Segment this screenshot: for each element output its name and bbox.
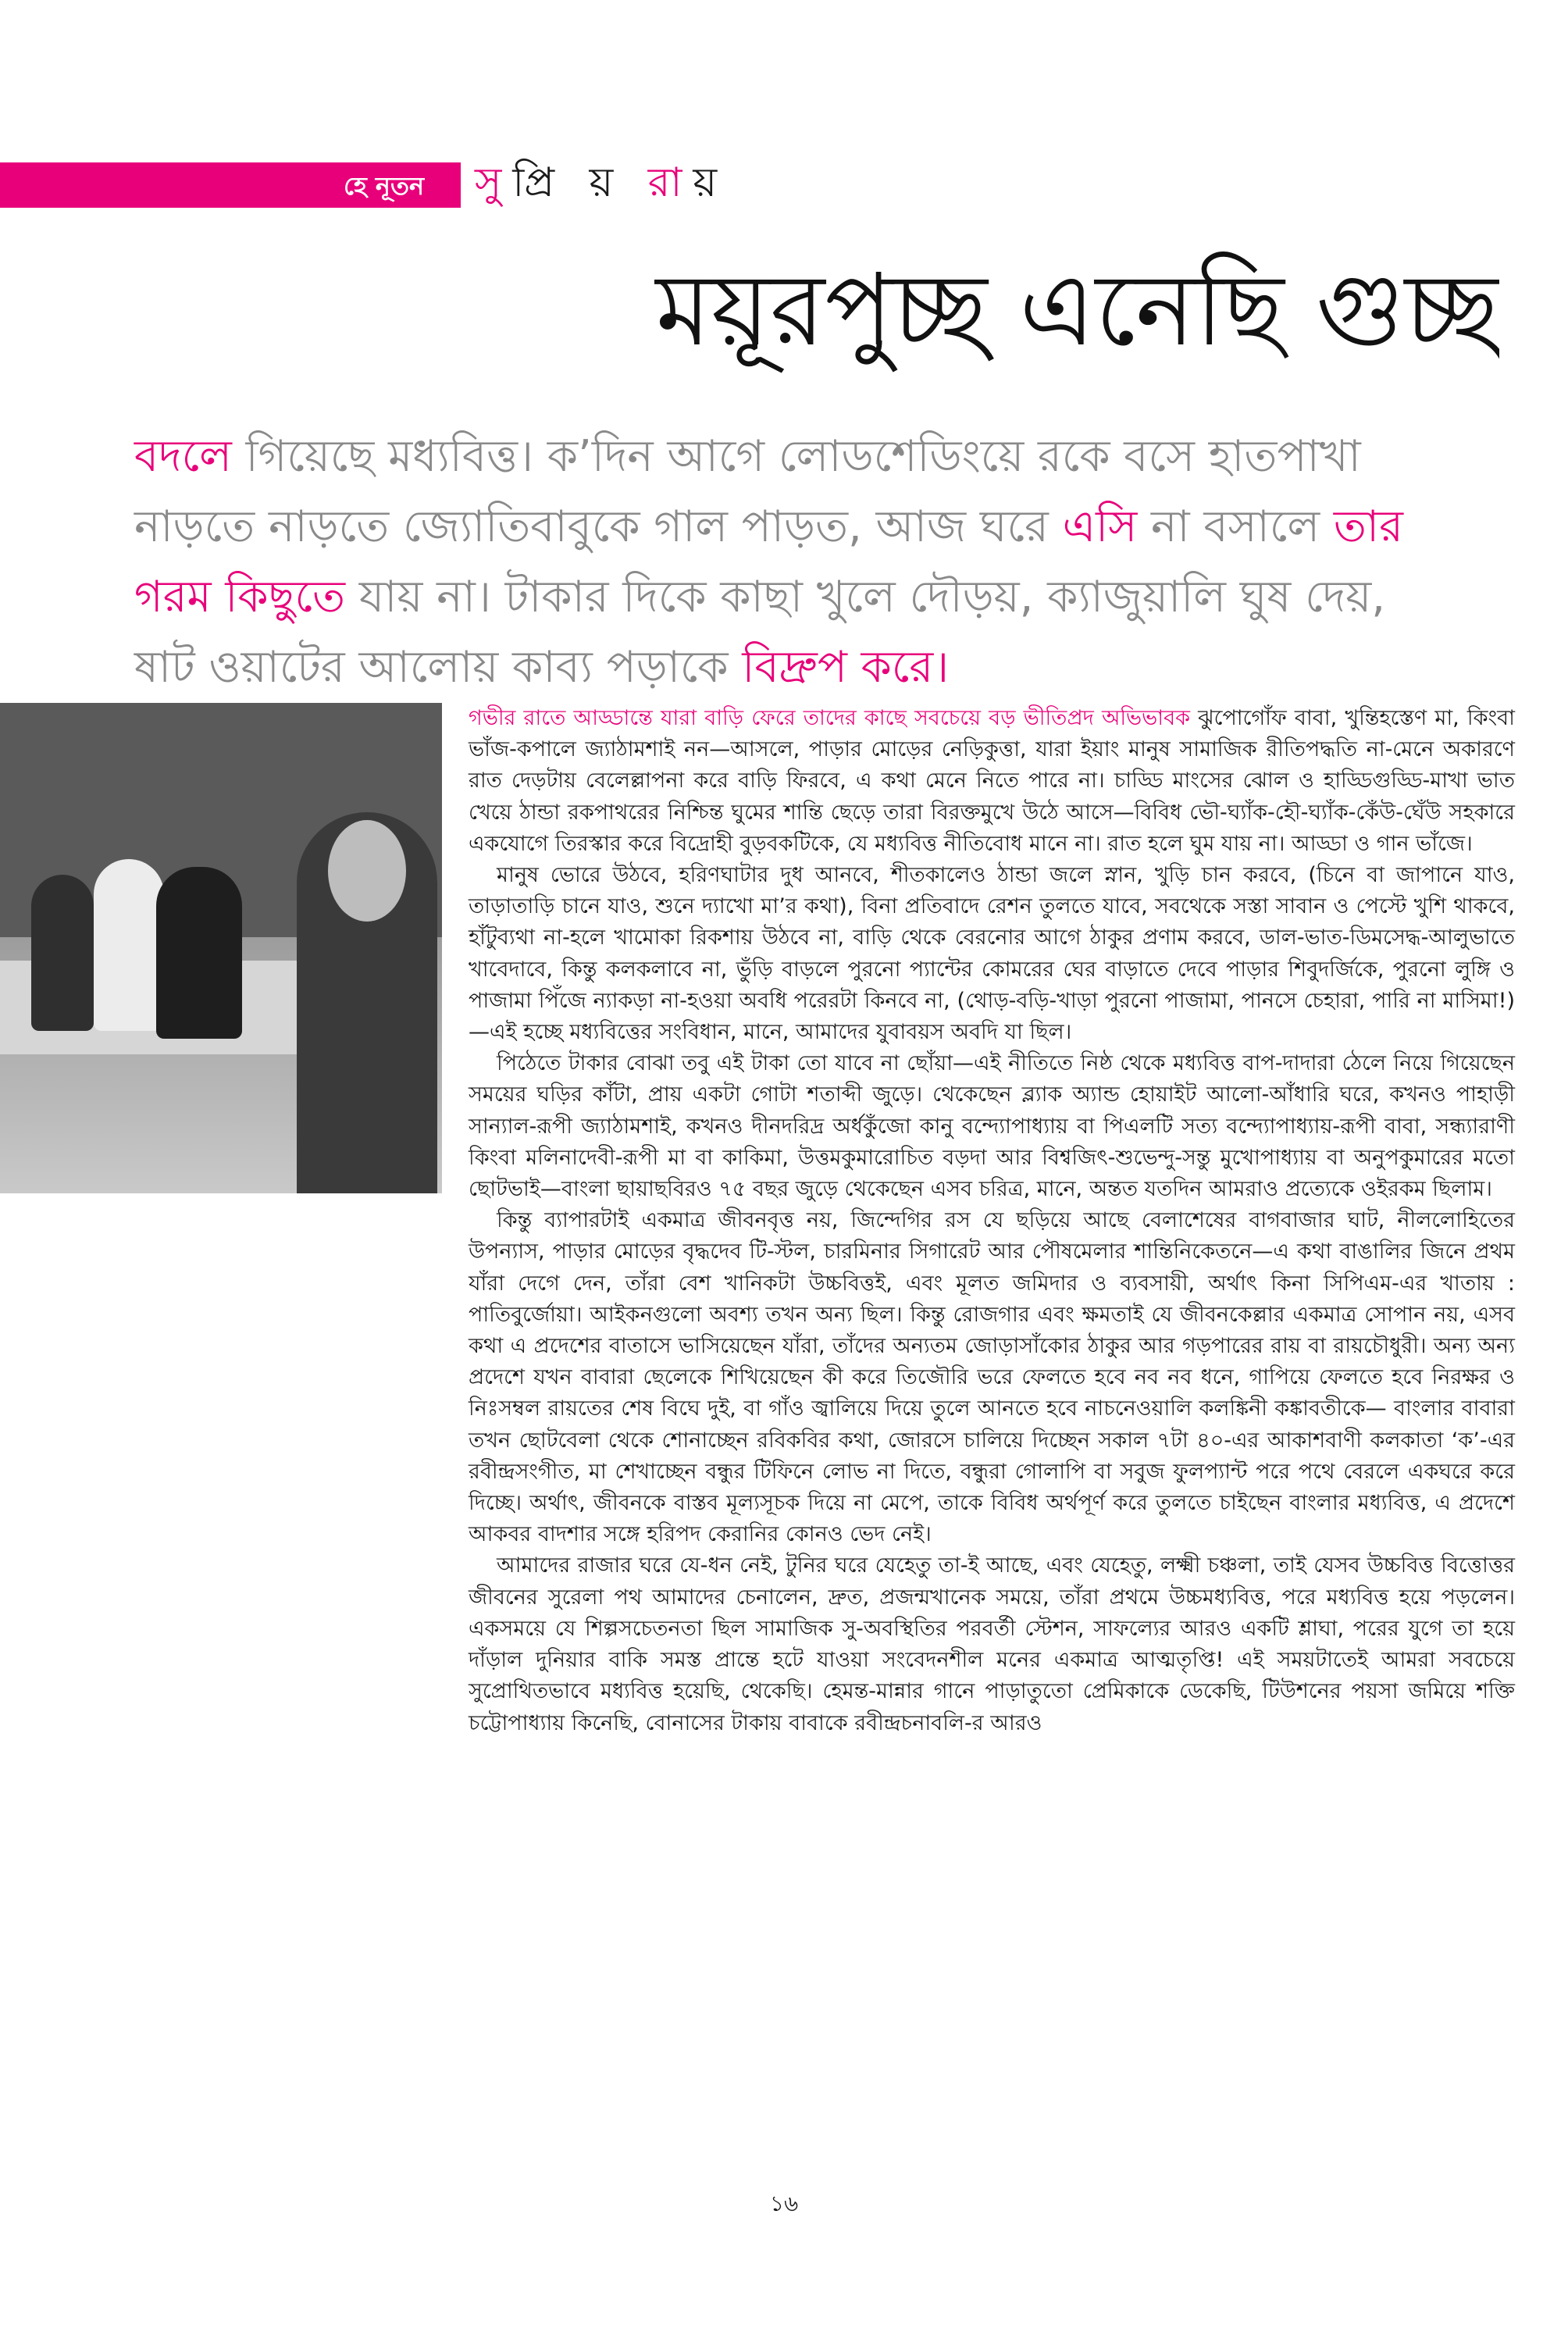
author-name-part: সু — [475, 159, 513, 206]
lede-text: যায় না। টাকার দিকে কাছা খুলে দৌড়য়, ক্যাজুয়ালি ঘুষ দেয়, ষাট ওয়াটের আলোয় কাব্য পড়াকে — [134, 572, 1385, 693]
article-body — [469, 703, 1515, 1739]
lede-highlight: বিদ্রুপ করে। — [742, 642, 950, 693]
photo-figure — [31, 875, 94, 1031]
author-name-part: রা — [647, 159, 693, 206]
photo-figure — [94, 859, 164, 1031]
lede-highlight: তার গরম কিছুতে — [134, 501, 1403, 622]
lede-text: না বসালে — [1137, 501, 1334, 552]
lede-highlight: বদলে — [134, 431, 232, 482]
body-paragraph: মানুষ ভোরে উঠবে, হরিণঘাটার দুধ আনবে, শীতকালেও ঠান্ডা জলে স্নান, খুড়ি চান করবে, (চিনে বা জাপানে যাও, তাড়াতাড়ি চানে যাও, শুনে দ্যাখো মা’র কথা), বিনা প্রতিবাদে রেশন তুলতে যাবে, সবথেকে সস্তা সাবান ও পেস্টে খুশি থাকবে, হাঁটুব্যথা না-হলে খামোকা রিকশায় উঠবে না, বাড়ি থেকে বেরনোর আগে ঠাকুর প্রণাম করবে, ডাল-ভাত-ডিমসেদ্ধ-আলুভাতে খাবেদাবে, কিন্তু কলকলাবে না, ভুঁড়ি বাড়লে পুরনো প্যান্টের কোমরের ঘের বাড়াতে দেবে পাড়ার শিবুদর্জিকে, পুরনো লুঙ্গি ও পাজামা পিঁজে ন্যাকড়া না-হওয়া অবধি পরেরটা কিনবে না, (থোড়-বড়ি-খাড়া পুরনো পাজামা, পানসে চেহারা, পারি না মাসিমা!)—এই হচ্ছে মধ্যবিত্তের সংবিধান, মানে, আমাদের যুবাবয়স অবদি যা ছিল। — [469, 863, 1515, 1045]
lede-paragraph — [134, 422, 1446, 703]
body-paragraph: আমাদের রাজার ঘরে যে-ধন নেই, টুনির ঘরে যেহেতু তা-ই আছে, এবং যেহেতু, লক্ষ্মী চঞ্চলা, তাই যেসব উচ্চবিত্ত বিত্তোত্তর জীবনের সুরেলা পথ আমাদের চেনালেন, দ্রুত, প্রজন্মখানেক সময়ে, তাঁরা প্রথমে উচ্চমধ্যবিত্ত, পরে মধ্যবিত্ত হয়ে পড়লেন। একসময়ে যে শিল্পসচেতনতা ছিল সামাজিক সু-অবস্থিতির পরবর্তী স্টেশন, সাফল্যের আরও একটি শ্লাঘা, পরের যুগে তা হয়ে দাঁড়াল দুনিয়ার বাকি সমস্ত প্রান্তে হটে যাওয়া সংবেদনশীল মনের একমাত্র আত্মতৃপ্তি! এই সময়টাতেই আমরা সবচেয়ে সুপ্রোথিতভাবে মধ্যবিত্ত হয়েছি, থেকেছি। হেমন্ত-মান্নার গানে পাড়াতুতো প্রেমিকাকে ডেকেছি, টিউশনের পয়সা জমিয়ে শক্তি চট্টোপাধ্যায় কিনেছি, বোনাসের টাকায় বাবাকে রবীন্দ্রচনাবলি-র আরও — [469, 1553, 1515, 1735]
author-name-part: য় — [693, 159, 729, 206]
body-text: ঝুপোগোঁফ বাবা, খুন্তিহস্তেণ মা, কিংবা ভাঁজ-কপালে জ্যাঠামশাই নন—আসলে, পাড়ার মোড়ের নেড়িকুত্তা, যারা ইয়াং মানুষ সামাজিক রীতিপদ্ধতি না-মেনে অকারণে রাত দেড়টায় বেলেল্লাপনা করে বাড়ি ফিরবে, এ কথা মেনে নিতে পারে না। চাড্ডি মাংসের ঝোল ও হাড্ডিগুড্ডি-মাখা ভাত খেয়ে ঠান্ডা রকপাথরের নিশ্চিন্ত ঘুমের শান্তি ছেড়ে তারা বিরক্তমুখে উঠে আসে—বিবিধ ভৌ-ঘ্যাঁক-হৌ-ঘ্যাঁক-কেঁউ-ঘেঁউ সহকারে একযোগে তিরস্কার করে বিদ্রোহী বুড়বকটিকে, যে মধ্যবিত্ত নীতিবোধ মানে না। রাত হলে ঘুম যায় না। আড্ডা ও গান ভাঁজে। — [469, 706, 1515, 856]
author-name — [475, 153, 728, 212]
lede-highlight: এসি — [1062, 501, 1138, 552]
section-label: হে নূতন — [344, 171, 425, 201]
photo-face — [328, 820, 406, 922]
body-paragraph — [469, 703, 1515, 860]
body-paragraph: কিন্তু ব্যাপারটাই একমাত্র জীবনবৃত্ত নয়, জিন্দেগির রস যে ছড়িয়ে আছে বেলাশেষের বাগবাজার ঘাট, নীললোহিতের উপন্যাস, পাড়ার মোড়ের বৃদ্ধদেব টি-স্টল, চারমিনার সিগারেট আর পৌষমেলার শান্তিনিকেতনে—এ কথা বাঙালির জিনে প্রথম যাঁরা দেগে দেন, তাঁরা বেশ খানিকটা উচ্চবিত্তই, এবং মূলত জমিদার ও ব্যবসায়ী, অর্থাৎ কিনা সিপিএম-এর খাতায় : পাতিবুর্জোয়া। আইকনগুলো অবশ্য তখন অন্য ছিল। কিন্তু রোজগার এবং ক্ষমতাই যে জীবনকেল্লার একমাত্র সোপান নয়, এসব কথা এ প্রদেশের বাতাসে ভাসিয়েছেন যাঁরা, তাঁদের অন্যতম জোড়াসাঁকোর ঠাকুর আর গড়পারের রায় বা রায়চৌধুরী। অন্য অন্য প্রদেশে যখন বাবারা ছেলেকে শিখিয়েছেন কী করে তিজৌরি ভরে ফেলতে হবে নব নব ধনে, গাপিয়ে ফেলতে হবে নিরক্ষর ও নিঃসম্বল রায়তের শেষ বিঘে দুই, বা গাঁও জ্বালিয়ে দিয়ে তুলে আনতে হবে নাচনেওয়ালি কলঙ্কিনী কঙ্কাবতীকে— বাংলার বাবারা তখন ছোটবেলা থেকে শোনাচ্ছেন রবিকবির কথা, জোরসে চালিয়ে দিচ্ছেন সকাল ৭টা ৪০-এর আকাশবাণী কলকাতা ‘ক’-এর রবীন্দ্রসংগীত, মা শেখাচ্ছেন বন্ধুর টিফিনে লোভ না দিতে, বন্ধুরা গোলাপি বা সবুজ ফুলপ্যান্ট পরে পথে বেরলে একঘরে করে দিচ্ছে। অর্থাৎ, জীবনকে বাস্তব মূল্যসূচক দিয়ে না মেপে, তাকে বিবিধ অর্থপূর্ণ করে তুলতে চাইছেন বাংলার মধ্যবিত্ত, এ প্রদেশে আকবর বাদশার সঙ্গে হরিপদ কেরানির কোনও ভেদ নেই। — [469, 1208, 1515, 1547]
headline: ময়ূরপুচ্ছ এনেছি গুচ্ছ — [655, 252, 1499, 369]
lede-text: গিয়েছে মধ্যবিত্ত। ক’দিন আগে লোডশেডিংয়ে রকে বসে হাতপাখা নাড়তে নাড়তে জ্যোতিবাবুকে গাল পাড়ত, আজ ঘরে — [134, 431, 1361, 552]
page-number: ১৬ — [769, 2191, 799, 2216]
body-lead-highlight: গভীর রাতে আড্ডান্তে যারা বাড়ি ফেরে তাদের কাছে সবচেয়ে বড় ভীতিপ্রদ অভিভাবক — [469, 706, 1191, 730]
article-photo — [0, 703, 442, 1193]
author-name-part: প্রি য় — [512, 159, 648, 206]
body-paragraph: পিঠেতে টাকার বোঝা তবু এই টাকা তো যাবে না ছোঁয়া—এই নীতিতে নিষ্ঠ থেকে মধ্যবিত্ত বাপ-দাদারা ঠেলে নিয়ে গিয়েছেন সময়ের ঘড়ির কাঁটা, প্রায় একটা গোটা শতাব্দী জুড়ে। থেকেছেন ব্ল্যাক অ্যান্ড হোয়াইট আলো-আঁধারি ঘরে, কখনও পাহাড়ী সান্যাল-রূপী জ্যাঠামশাই, কখনও দীনদরিদ্র অর্ধকুঁজো কানু বন্দ্যোপাধ্যায় বা পিএলটি সত্য বন্দ্যোপাধ্যায়-রূপী বাবা, সন্ধ্যারাণী কিংবা মলিনাদেবী-রূপী মা বা কাকিমা, উত্তমকুমারোচিত বড়দা আর বিশ্বজিৎ-শুভেন্দু-সন্তু মুখোপাধ্যায় বা অনুপকুমারের মতো ছোটভাই—বাংলা ছায়াছবিরও ৭৫ বছর জুড়ে থেকেছেন এসব চরিত্র, মানে, অন্তত যতদিন আমরাও প্রত্যেকে ওইরকম ছিলাম। — [469, 1051, 1515, 1202]
photo-figure — [156, 867, 242, 1039]
